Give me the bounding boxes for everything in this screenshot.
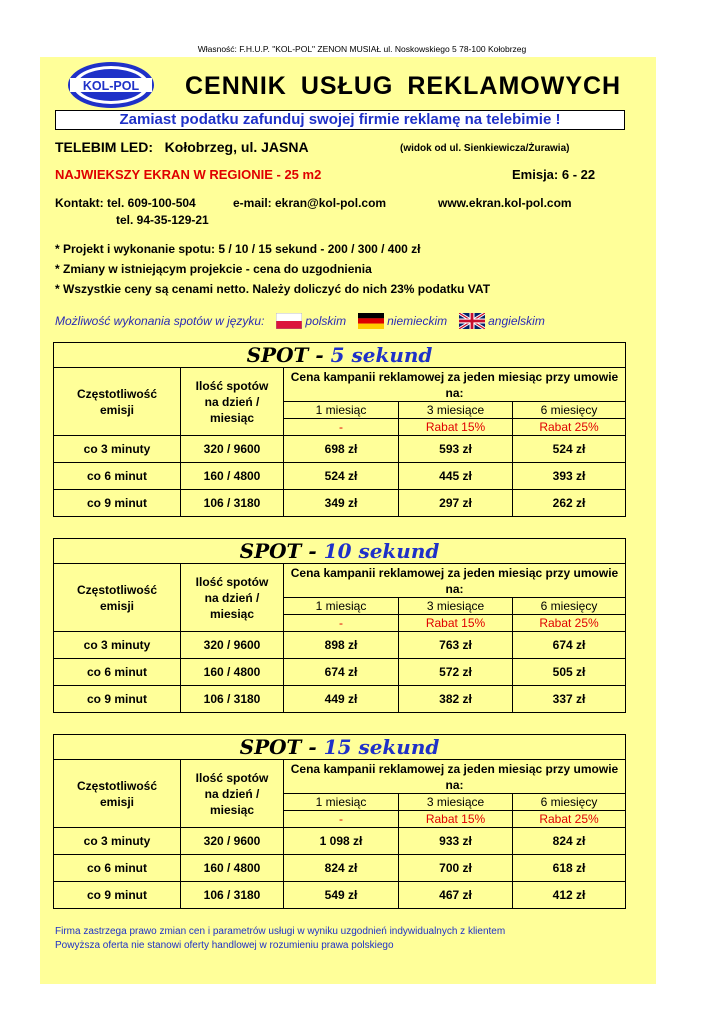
period-3-months: 3 miesiące (399, 402, 513, 419)
table-cell: 824 zł (513, 828, 626, 855)
discount-1-month: - (284, 419, 399, 436)
table-cell: 572 zł (399, 659, 513, 686)
table-cell: co 6 minut (54, 463, 181, 490)
info-bullets (55, 239, 490, 299)
price-header: Cena kampanii reklamowej za jeden miesiąc przy umowie na: (284, 760, 626, 794)
discount-6-months: Rabat 25% (513, 615, 626, 632)
table-cell: 505 zł (513, 659, 626, 686)
count-header: Ilość spotów na dzień / miesiąc (181, 760, 284, 828)
contact-website[interactable]: www.ekran.kol-pol.com (438, 196, 572, 210)
discount-3-months: Rabat 15% (399, 615, 513, 632)
table-cell: 393 zł (513, 463, 626, 490)
table-cell: 763 zł (399, 632, 513, 659)
period-6-months: 6 miesięcy (513, 598, 626, 615)
table-cell: 337 zł (513, 686, 626, 713)
table-cell: co 3 minuty (54, 632, 181, 659)
discount-1-month: - (284, 615, 399, 632)
table-row (54, 490, 626, 517)
footer-note (55, 925, 505, 953)
table-cell: 445 zł (399, 463, 513, 490)
title-word-2: USŁUG (300, 72, 394, 100)
languages-line (55, 313, 545, 329)
languages-label: Możliwość wykonania spotów w języku: (55, 314, 265, 328)
german-flag-icon (358, 313, 384, 329)
count-header: Ilość spotów na dzień / miesiąc (181, 368, 284, 436)
period-1-month: 1 miesiąc (284, 402, 399, 419)
footer-line-2: Powyższa oferta nie stanowi oferty handlowej w rozumieniu prawa polskiego (55, 940, 394, 951)
screen-size-line: NAJWIEKSZY EKRAN W REGIONIE - 25 m2 (55, 167, 322, 182)
telebim-label: TELEBIM LED: (55, 139, 153, 155)
table-cell: 467 zł (399, 882, 513, 909)
contact-phone-2: tel. 94-35-129-21 (116, 213, 209, 227)
discount-6-months: Rabat 25% (513, 419, 626, 436)
discount-1-month: - (284, 811, 399, 828)
page-title (185, 72, 635, 101)
price-table-spot-1 (53, 538, 626, 713)
freq-header: Częstotliwość emisji (54, 760, 181, 828)
price-table-spot-0 (53, 342, 626, 517)
telebim-line (55, 139, 570, 155)
title-word-3: REKLAMOWYCH (407, 72, 622, 100)
polish-flag-icon (276, 313, 302, 329)
table-cell: co 9 minut (54, 882, 181, 909)
period-1-month: 1 miesiąc (284, 598, 399, 615)
table-cell: 297 zł (399, 490, 513, 517)
table-cell: 412 zł (513, 882, 626, 909)
spot-label: SPOT - (239, 539, 324, 563)
telebim-location: Kołobrzeg, ul. JASNA (164, 139, 309, 155)
language-polish: polskim (305, 314, 347, 328)
table-cell: 933 zł (399, 828, 513, 855)
language-english: angielskim (488, 314, 545, 328)
table-cell: 524 zł (284, 463, 399, 490)
table-cell: 593 zł (399, 436, 513, 463)
table-cell: 160 / 4800 (181, 659, 284, 686)
table-cell: 618 zł (513, 855, 626, 882)
table-row (54, 855, 626, 882)
count-header: Ilość spotów na dzień / miesiąc (181, 564, 284, 632)
spot-duration: 15 sekund (323, 735, 440, 759)
bullet-item: * Wszystkie ceny są cenami netto. Należy doliczyć do nich 23% podatku VAT (55, 282, 491, 296)
title-word-1: CENNIK (185, 72, 287, 100)
table-cell: 320 / 9600 (181, 632, 284, 659)
table-row (54, 828, 626, 855)
telebim-note: (widok od ul. Sienkiewicza/Żurawia) (400, 143, 570, 154)
table-cell: 449 zł (284, 686, 399, 713)
table-cell: 524 zł (513, 436, 626, 463)
table-cell: 320 / 9600 (181, 436, 284, 463)
spot-duration: 5 sekund (330, 343, 433, 367)
kol-pol-logo (66, 60, 156, 110)
contact-block (55, 196, 572, 227)
table-row (54, 436, 626, 463)
discount-3-months: Rabat 15% (399, 811, 513, 828)
table-cell: 160 / 4800 (181, 855, 284, 882)
spot-heading (54, 539, 626, 564)
period-6-months: 6 miesięcy (513, 794, 626, 811)
price-header: Cena kampanii reklamowej za jeden miesiąc przy umowie na: (284, 564, 626, 598)
spot-heading (54, 343, 626, 368)
contact-email[interactable]: e-mail: ekran@kol-pol.com (233, 196, 387, 210)
table-cell: co 6 minut (54, 659, 181, 686)
price-header: Cena kampanii reklamowej za jeden miesiąc przy umowie na: (284, 368, 626, 402)
table-row (54, 659, 626, 686)
table-row (54, 463, 626, 490)
svg-text:KOL-POL: KOL-POL (82, 79, 140, 93)
table-cell: 674 zł (513, 632, 626, 659)
spot-label: SPOT - (239, 735, 324, 759)
table-row (54, 686, 626, 713)
table-cell: 106 / 3180 (181, 882, 284, 909)
contact-phone: Kontakt: tel. 609-100-504 (55, 196, 196, 210)
table-cell: 160 / 4800 (181, 463, 284, 490)
table-row (54, 882, 626, 909)
price-table-spot-2 (53, 734, 626, 909)
freq-header: Częstotliwość emisji (54, 564, 181, 632)
table-cell: co 3 minuty (54, 436, 181, 463)
table-cell: 898 zł (284, 632, 399, 659)
table-cell: co 9 minut (54, 490, 181, 517)
period-3-months: 3 miesiące (399, 794, 513, 811)
spot-duration: 10 sekund (323, 539, 440, 563)
slogan-banner: Zamiast podatku zafunduj swojej firmie reklamę na telebimie ! (55, 110, 625, 130)
table-cell: 1 098 zł (284, 828, 399, 855)
table-cell: 106 / 3180 (181, 686, 284, 713)
table-cell: co 6 minut (54, 855, 181, 882)
language-german: niemieckim (387, 314, 448, 328)
period-1-month: 1 miesiąc (284, 794, 399, 811)
period-6-months: 6 miesięcy (513, 402, 626, 419)
table-row (54, 632, 626, 659)
table-cell: 824 zł (284, 855, 399, 882)
bullet-item: * Projekt i wykonanie spotu: 5 / 10 / 15 sekund - 200 / 300 / 400 zł (55, 242, 421, 256)
spot-label: SPOT - (246, 343, 331, 367)
table-cell: 349 zł (284, 490, 399, 517)
table-cell: 320 / 9600 (181, 828, 284, 855)
table-cell: 698 zł (284, 436, 399, 463)
table-cell: co 9 minut (54, 686, 181, 713)
table-cell: 106 / 3180 (181, 490, 284, 517)
owner-line: Własność: F.H.U.P. "KOL-POL" ZENON MUSIAŁ ul. Noskowskiego 5 78-100 Kołobrzeg (197, 44, 527, 54)
discount-6-months: Rabat 25% (513, 811, 626, 828)
table-cell: co 3 minuty (54, 828, 181, 855)
table-cell: 700 zł (399, 855, 513, 882)
table-cell: 674 zł (284, 659, 399, 686)
period-3-months: 3 miesiące (399, 598, 513, 615)
footer-line-1: Firma zastrzega prawo zmian cen i parametrów usługi w wyniku uzgodnień indywidualnych z klientem (55, 926, 506, 937)
freq-header: Częstotliwość emisji (54, 368, 181, 436)
bullet-item: * Zmiany w istniejącym projekcie - cena do uzgodnienia (55, 262, 372, 276)
spot-heading (54, 735, 626, 760)
table-cell: 549 zł (284, 882, 399, 909)
emission-hours: Emisja: 6 - 22 (512, 167, 596, 182)
discount-3-months: Rabat 15% (399, 419, 513, 436)
table-cell: 382 zł (399, 686, 513, 713)
uk-flag-icon (459, 313, 485, 329)
table-cell: 262 zł (513, 490, 626, 517)
